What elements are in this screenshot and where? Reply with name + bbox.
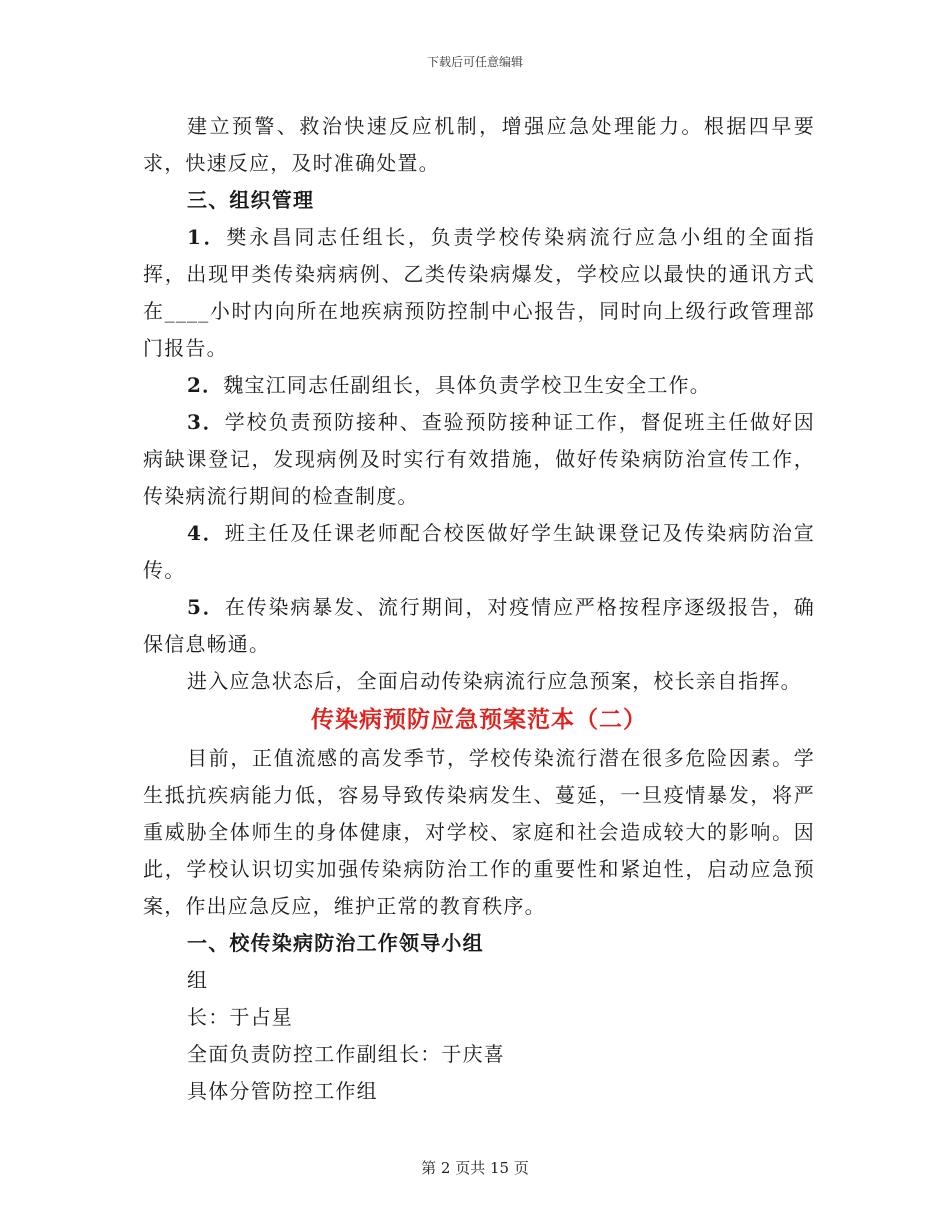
heading-organization-management: 三、组织管理: [187, 188, 315, 212]
group-line-1: 组: [187, 968, 209, 992]
list-item-5: [143, 589, 815, 663]
list-number: 2．: [187, 373, 224, 397]
list-item-3: [143, 404, 815, 515]
page-footer: 第 2 页共 15 页: [421, 1159, 529, 1177]
working-group-line: 具体分管防控工作组: [187, 1079, 378, 1103]
paragraph-emergency-state: 进入应急状态后，全面启动传染病流行应急预案，校长亲自指挥。: [187, 669, 802, 693]
list-number: 5．: [187, 595, 225, 619]
list-item-4: [143, 515, 815, 589]
list-item-text: 学校负责预防接种、查验预防接种证工作，督促班主任做好因病缺课登记，发现病例及时实行有效措施，做好传染病防治宣传工作，传染病流行期间的检查制度。: [143, 410, 815, 508]
list-item-text: 班主任及任课老师配合校医做好学生缺课登记及传染病防治宣传。: [143, 521, 815, 582]
list-item-2: [143, 367, 815, 404]
list-number: 4．: [187, 521, 225, 545]
list-item-text: 魏宝江同志任副组长，具体负责学校卫生安全工作。: [223, 373, 711, 397]
list-item-1: [143, 219, 815, 367]
heading-leadership-group: 一、校传染病防治工作领导小组: [187, 931, 484, 955]
header-note: 下载后可任意编辑: [426, 55, 523, 69]
deputy-leader-line: 全面负责防控工作副组长：于庆喜: [187, 1042, 505, 1066]
list-item-text: 在传染病暴发、流行期间，对疫情应严格按程序逐级报告，确保信息畅通。: [143, 595, 815, 656]
document-body: [143, 108, 815, 1110]
paragraph-intro: 目前，正值流感的高发季节，学校传染流行潜在很多危险因素。学生抵抗疾病能力低，容易导致传染病发生、蔓延，一旦疫情暴发，将严重威胁全体师生的身体健康，对学校、家庭和社会造成较大的影响。因此，学校认识切实加强传染病防治工作的重要性和紧迫性，启动应急预案，作出应急反应，维护正常的教育秩序。: [143, 746, 815, 918]
group-leader-line: 长：于占星: [187, 1005, 293, 1029]
list-number: 1．: [187, 225, 227, 249]
list-item-text: 樊永昌同志任组长，负责学校传染病流行应急小组的全面指挥，出现甲类传染病病例、乙类传染病爆发，学校应以最快的通讯方式在____小时内向所在地疾病预防控制中心报告，同时向上级行政管理部门报告。: [143, 225, 815, 360]
list-number: 3．: [187, 410, 225, 434]
paragraph-warning-mechanism: 建立预警、救治快速反应机制，增强应急处理能力。根据四早要求，快速反应，及时准确处置。: [143, 114, 815, 175]
section-title: 传染病预防应急预案范本（二）: [311, 706, 647, 733]
